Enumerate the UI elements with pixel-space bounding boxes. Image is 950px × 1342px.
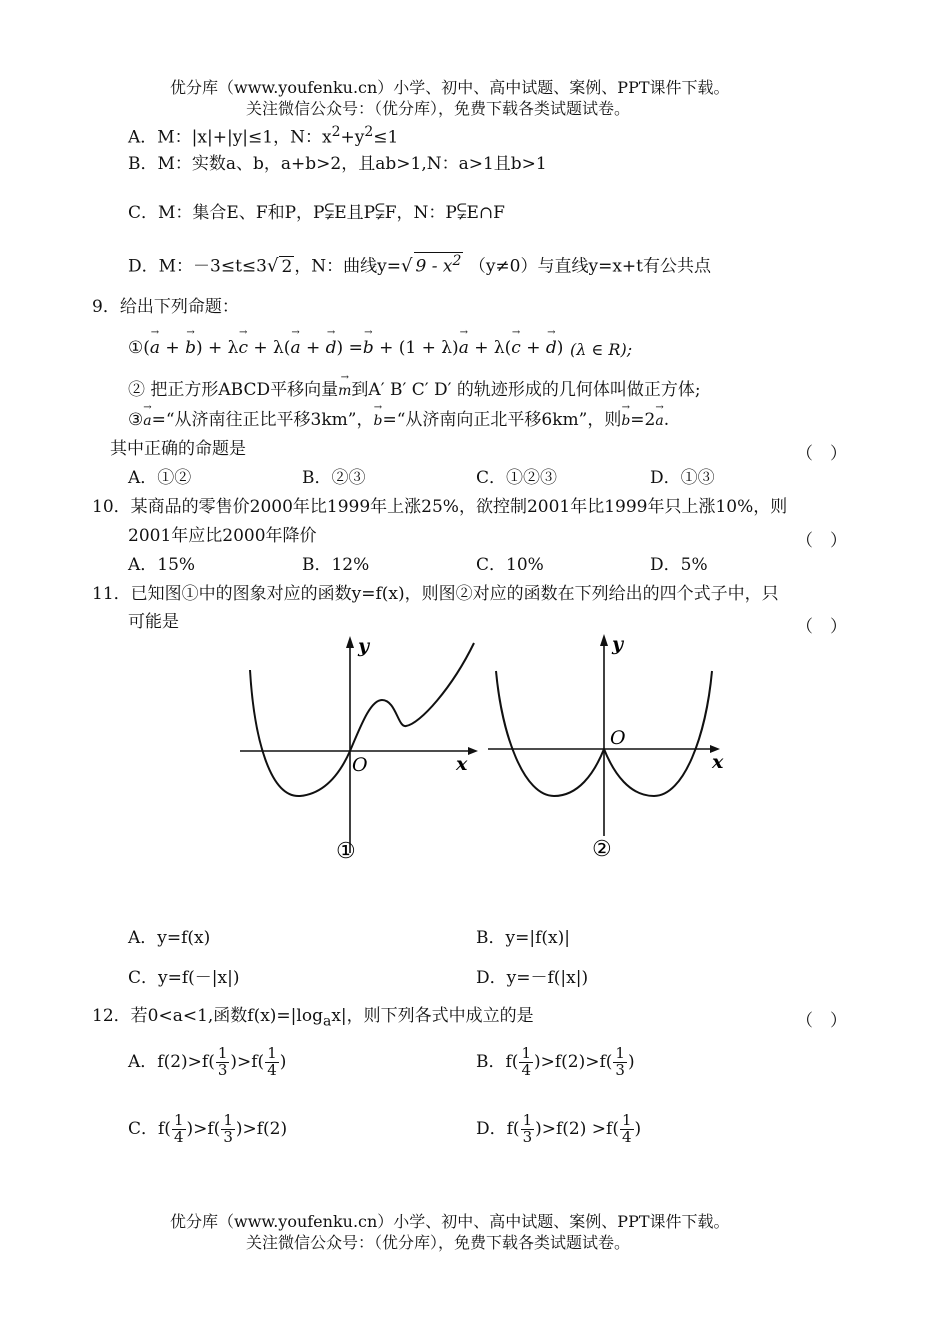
vector-a: → a <box>150 338 160 358</box>
vector-a-item3-2: → a <box>655 413 663 430</box>
q11-line-2: 可能是 <box>128 612 179 632</box>
q9-item1-p2: ) + λ <box>195 338 239 358</box>
q8-d-end: （y≠0）与直线y=x+t有公共点 <box>468 256 712 277</box>
q8-option-d <box>128 252 711 277</box>
fig1-x-arrow-icon <box>468 747 478 755</box>
q9-option-a: A．①② <box>128 468 192 488</box>
q9-option-b: B．②③ <box>302 468 366 488</box>
q9-item1-plus3: + <box>520 338 546 358</box>
fraction-one-fourth <box>172 1113 186 1146</box>
q9-item1-plus1: + <box>160 338 186 358</box>
frac-den: 3 <box>522 1127 533 1146</box>
q11-option-d: D．y=－f(|x|) <box>476 968 589 988</box>
frac-num: 1 <box>173 1111 184 1129</box>
fraction-one-fourth <box>620 1113 634 1146</box>
frac-den: 3 <box>223 1127 233 1146</box>
vector-m: → m <box>338 383 351 400</box>
footer-line-2: 关注微信公众号：（优分库），免费下载各类试题试卷。 <box>246 1233 631 1252</box>
vector-d-2: → d <box>546 338 557 358</box>
q9-option-d: D．①③ <box>650 468 715 488</box>
q8-c-text4: E∩F <box>466 203 505 223</box>
q10-answer-paren: （ ） <box>796 531 847 551</box>
fig1-caption: ① <box>336 839 356 864</box>
q12-a-t1: f(2)>f( <box>157 1051 215 1072</box>
q8-option-c <box>128 199 505 225</box>
q12-d-label: D． <box>476 1118 507 1139</box>
vector-c-2: → c <box>511 338 521 358</box>
q10-option-a: A．15% <box>128 555 196 575</box>
vector-a-2: → a <box>290 338 300 358</box>
q9-item-3 <box>128 410 669 430</box>
q10-line-2: 2001年应比2000年降价 <box>128 526 317 546</box>
q12-a-label: A． <box>128 1051 158 1072</box>
q12-a-t3: ) <box>279 1051 287 1072</box>
fig1-origin-label: O <box>352 754 368 776</box>
frac-num: 1 <box>521 1044 531 1062</box>
subset-neq-symbol-3: ⫋ <box>456 199 467 224</box>
q9-item1-p3: + λ( <box>247 338 291 358</box>
fraction-one-third <box>221 1113 235 1146</box>
header-line-1: 优分库（www.youfenku.cn）小学、初中、高中试题、案例、PPT课件下载。 <box>170 78 730 97</box>
q9-item1-p1: ( <box>143 338 150 358</box>
q9-item1-p6: + λ( <box>468 338 512 358</box>
sqrt-arg-2-text: 9 - x <box>415 256 453 277</box>
q9-option-c: C．①②③ <box>476 468 558 488</box>
q10-option-c: C．10% <box>476 555 544 575</box>
q8-c-text: C．M：集合E、F和P，P <box>128 203 325 223</box>
sqrt-symbol-1: √ <box>267 255 279 277</box>
vector-b-item3-2: → b <box>621 413 630 430</box>
vector-b-item3: → b <box>373 413 382 430</box>
vector-b: → b <box>185 338 196 358</box>
q9-item1-p5: + (1 + λ) <box>373 338 459 358</box>
q10-line-1: 10．某商品的零售价2000年比1999年上涨25%，欲控制2001年比1999年只上涨10%，则 <box>92 497 788 517</box>
q12-c-t3: )>f(2) <box>235 1118 288 1139</box>
q8-d-text: D．M：－3≤t≤3 <box>128 256 267 277</box>
fraction-one-fourth <box>519 1046 533 1079</box>
frac-den: 3 <box>217 1060 228 1079</box>
q8-c-text3: F，N：P <box>384 203 457 223</box>
q12-d-t3: ) <box>634 1118 642 1139</box>
frac-den: 3 <box>615 1060 625 1079</box>
q8-a-end: ≤1 <box>373 127 399 148</box>
q9-item1-p4: ) = <box>336 338 363 358</box>
figure-1-graph <box>230 628 490 868</box>
frac-den: 4 <box>621 1127 632 1146</box>
q9-item1-p7: ) <box>556 338 564 358</box>
q11-answer-paren: （ ） <box>796 617 847 637</box>
q11-option-a: A．y=f(x) <box>128 928 211 948</box>
fraction-one-third <box>613 1046 627 1079</box>
q12-stem-pre: 12．若0<a<1,函数f(x)=|log <box>92 1006 323 1026</box>
fraction-one-fourth <box>265 1046 279 1079</box>
q9-item3-end: . <box>663 410 670 430</box>
q8-d-mid: ，N：曲线y= <box>294 256 402 277</box>
q12-c-label: C． <box>128 1118 159 1139</box>
q11-option-c: C．y=f(－|x|) <box>128 968 240 988</box>
q9-item2-post: 到A′ B′ C′ D′ 的轨迹形成的几何体叫做正方体; <box>351 380 701 400</box>
q12-d-t1: f( <box>506 1118 520 1139</box>
vector-c: → c <box>238 338 248 358</box>
fig2-origin-label: O <box>610 727 626 749</box>
header-line-2: 关注微信公众号：（优分库），免费下载各类试题试卷。 <box>246 99 631 118</box>
frac-num: 1 <box>223 1111 233 1129</box>
q10-option-b: B．12% <box>302 555 370 575</box>
frac-num: 1 <box>217 1044 228 1062</box>
q12-b-t1: f( <box>505 1051 519 1072</box>
q12-b-t3: ) <box>627 1051 635 1072</box>
frac-num: 1 <box>267 1044 277 1062</box>
q12-stem-sub: a <box>322 1013 332 1030</box>
frac-num: 1 <box>621 1111 632 1129</box>
q9-item1-plus2: + <box>300 338 326 358</box>
q9-item3-pre: ③ <box>128 410 144 430</box>
vector-d: → d <box>326 338 337 358</box>
vector-a-3: → a <box>459 338 469 358</box>
fig2-caption: ② <box>592 837 612 862</box>
q12-stem <box>92 1006 534 1030</box>
q10-option-d: D．5% <box>650 555 708 575</box>
q9-item-2 <box>128 380 701 400</box>
q12-b-label: B． <box>476 1051 506 1072</box>
q12-c-t1: f( <box>158 1118 171 1139</box>
q8-option-b: B．M：实数a、b，a+b>2，且ab>1,N：a>1且b>1 <box>128 154 547 174</box>
q12-c-t2: )>f( <box>186 1118 221 1139</box>
vector-a-item3: → a <box>143 413 151 430</box>
q8-c-text2: E且P <box>334 203 376 223</box>
q9-item1-condition: (λ ∈ R); <box>570 340 633 359</box>
subset-neq-symbol-2: ⫋ <box>375 199 385 224</box>
q8-a-sup1: 2 <box>331 124 341 140</box>
q9-title: 9．给出下列命题： <box>92 297 239 317</box>
q9-item-1 <box>128 338 563 358</box>
q9-answer-paren: （ ） <box>796 444 847 464</box>
sqrt-arg-2 <box>414 252 464 277</box>
q8-a-text: A．M：|x|+|y|≤1，N：x <box>128 127 332 148</box>
fig2-y-arrow-icon <box>600 634 608 646</box>
q8-a-mid: +y <box>340 127 365 148</box>
q8-option-a <box>128 124 398 148</box>
frac-den: 4 <box>267 1060 277 1079</box>
subset-neq-symbol-1: ⫋ <box>324 199 335 224</box>
q12-a-t2: )>f( <box>230 1051 265 1072</box>
sqrt-arg-1: 2 <box>281 256 293 277</box>
frac-den: 4 <box>173 1127 184 1146</box>
frac-num: 1 <box>615 1044 625 1062</box>
sqrt-arg-2-sup: 2 <box>452 253 462 269</box>
q12-option-b <box>476 1046 635 1079</box>
q11-option-b: B．y=|f(x)| <box>476 928 570 948</box>
vector-b-2: → b <box>363 338 374 358</box>
q11-line-1: 11．已知图①中的图象对应的函数y=f(x)，则图②对应的函数在下列给出的四个式子中，只 <box>92 584 779 604</box>
q9-item3-mid2: =“从济南向正北平移6km”，则 <box>382 410 622 430</box>
q12-d-t2: )>f(2) >f( <box>535 1118 619 1139</box>
fig2-y-label: y <box>612 633 624 655</box>
fraction-one-third <box>216 1046 230 1079</box>
q12-answer-paren: （ ） <box>796 1011 847 1031</box>
fig1-y-label: y <box>358 635 370 657</box>
frac-den: 4 <box>521 1060 531 1079</box>
q9-item3-mid3: =2 <box>630 410 656 430</box>
footer-line-1: 优分库（www.youfenku.cn）小学、初中、高中试题、案例、PPT课件下载。 <box>170 1212 730 1231</box>
q9-item2-pre: ② 把正方形ABCD平移向量 <box>128 380 339 400</box>
q9-item3-mid1: =“从济南往正比平移3km”， <box>151 410 374 430</box>
fig2-x-label: x <box>712 751 724 773</box>
q12-option-a <box>128 1046 286 1079</box>
q12-option-c <box>128 1113 287 1146</box>
q8-a-sup2: 2 <box>364 124 374 140</box>
q12-option-d <box>476 1113 641 1146</box>
figure-2-graph <box>480 626 740 866</box>
sqrt-symbol-2: √ <box>401 255 413 277</box>
fig1-y-arrow-icon <box>346 636 354 648</box>
q9-question: 其中正确的命题是 <box>110 439 246 459</box>
q12-b-t2: )>f(2)>f( <box>533 1051 613 1072</box>
fraction-one-third <box>521 1113 535 1146</box>
q12-stem-post: x|，则下列各式中成立的是 <box>331 1006 534 1026</box>
fig1-x-label: x <box>456 753 468 775</box>
q9-item1-circle: ① <box>128 338 144 358</box>
frac-num: 1 <box>522 1111 533 1129</box>
